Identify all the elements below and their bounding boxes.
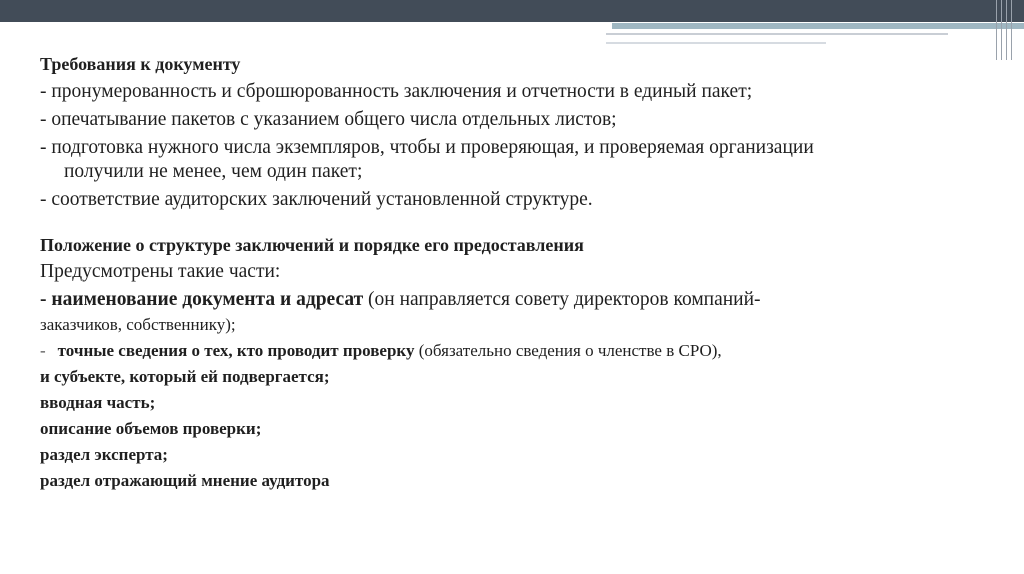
section-heading: Требования к документу	[40, 54, 241, 74]
list-item: - опечатывание пакетов с указанием общего числа отдельных листов;	[40, 109, 617, 130]
decor-vline	[996, 0, 997, 60]
list-item: описание объемов проверки;	[40, 419, 262, 438]
list-item: вводная часть;	[40, 393, 156, 412]
decor-band	[612, 23, 1024, 29]
list-item: раздел отражающий мнение аудитора	[40, 471, 330, 490]
list-item: раздел эксперта;	[40, 445, 168, 464]
intro-text: Предусмотрены такие части:	[40, 261, 281, 282]
list-item-continuation: заказчиков, собственнику);	[40, 315, 236, 334]
item-text: (он направляется совету директоров компаний-	[363, 289, 761, 310]
decor-vline	[1011, 0, 1012, 60]
decor-line	[606, 42, 826, 44]
list-item-continuation: получили не менее, чем один пакет;	[64, 161, 363, 182]
bullet-dash: -	[40, 341, 46, 360]
slide-content	[40, 52, 990, 494]
item-bold-text: точные сведения о тех, кто проводит проверку	[57, 341, 415, 360]
item-text: (обязательно сведения о членстве в СРО),	[414, 341, 722, 360]
decor-vline	[1006, 0, 1007, 60]
list-item: - соответствие аудиторских заключений установленной структуре.	[40, 189, 593, 210]
list-item: - пронумерованность и сброшюрованность заключения и отчетности в единый пакет;	[40, 81, 753, 102]
list-item	[40, 338, 990, 364]
decor-line	[606, 33, 948, 35]
decor-vline	[1001, 0, 1002, 60]
list-item	[40, 288, 990, 312]
list-item: и субъекте, который ей подвергается;	[40, 367, 330, 386]
item-bold-text: - наименование документа и адресат	[40, 289, 364, 310]
list-item: - подготовка нужного числа экземпляров, чтобы и проверяющая, и проверяемая организации	[40, 137, 814, 158]
slide-top-bar	[0, 0, 1024, 22]
section-heading: Положение о структуре заключений и порядке его предоставления	[40, 235, 584, 255]
